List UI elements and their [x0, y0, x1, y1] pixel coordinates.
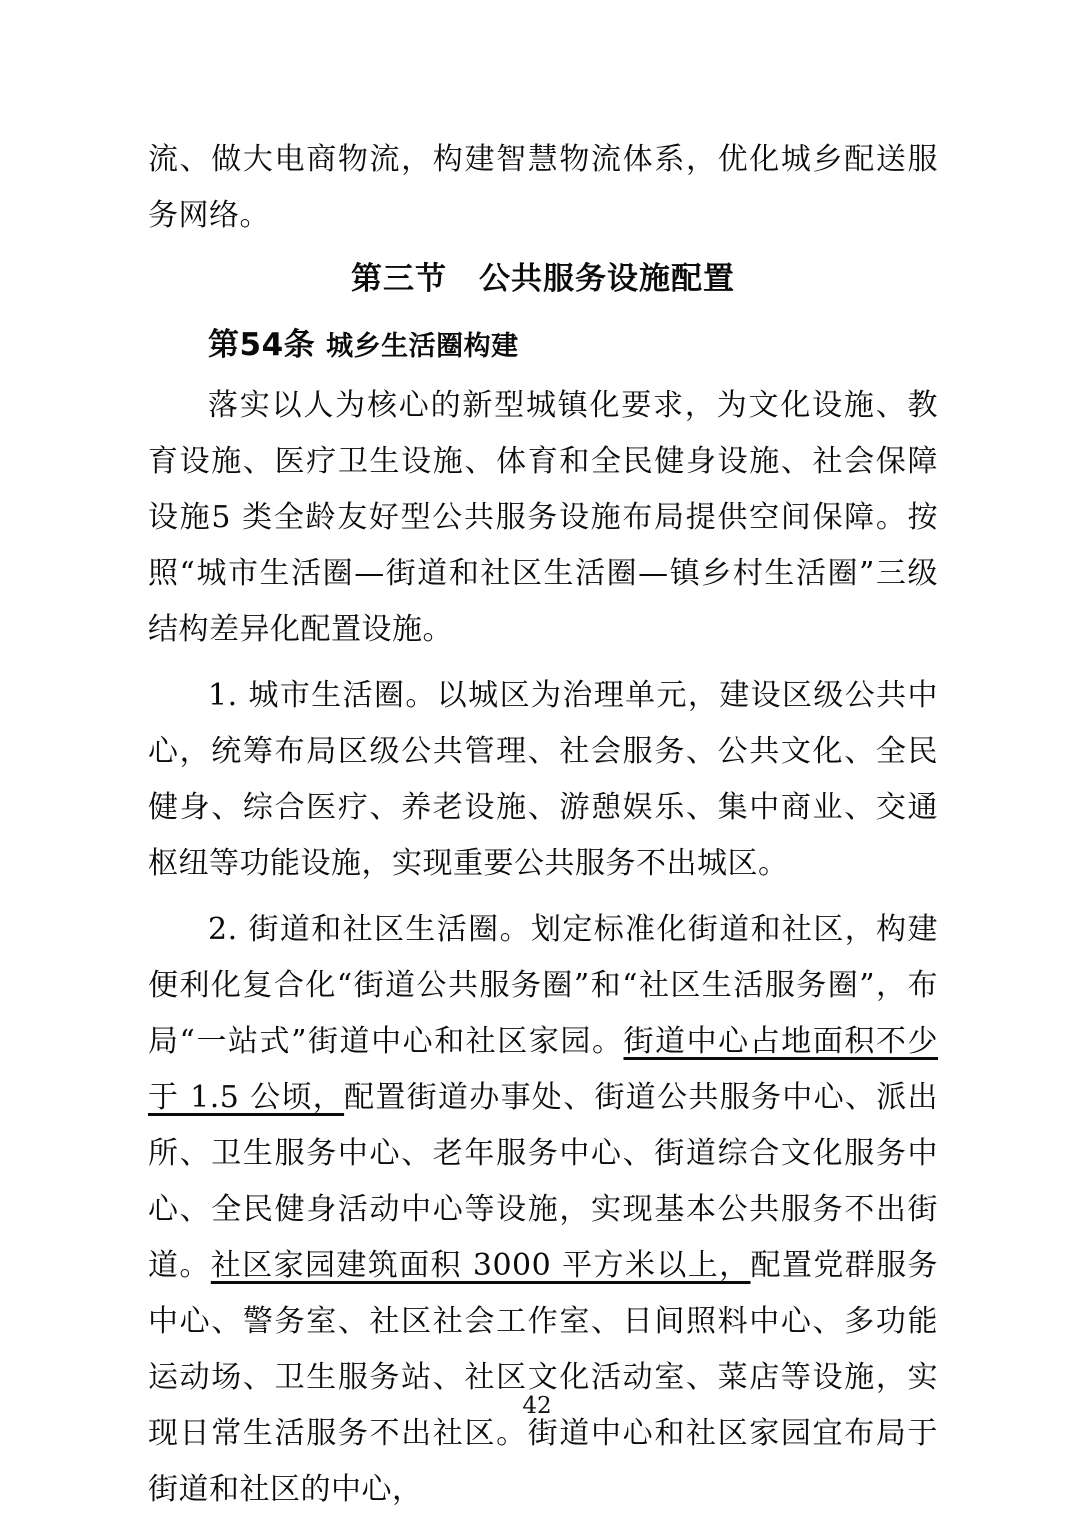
- paragraph-item-2: [148, 902, 938, 1518]
- paragraph-spacer: [148, 892, 938, 902]
- item2-underlined-text-2: 社区家园建筑面积 3000 平方米以上，: [210, 1248, 751, 1283]
- item2-text-part-3: 配置党群服务中心、警务室、社区社会工作室、日间照料中心、多功能运动场、卫生服务站、社区文化活动室、菜店等设施，实现日常生活服务不出社区。街道中心和社区家园宜布局于街道和社区的中心，: [148, 1248, 939, 1507]
- article-title: 城乡生活圈构建: [326, 331, 519, 362]
- page-content: [148, 132, 938, 1518]
- paragraph-intro: 落实以人为核心的新型城镇化要求，为文化设施、教育设施、医疗卫生设施、体育和全民健身设施、社会保障设施5 类全龄友好型公共服务设施布局提供空间保障。按照“城市生活圈—街道和社区生活圈—镇乡村生活圈”三级结构差异化配置设施。: [148, 388, 938, 647]
- article-heading: [148, 314, 938, 378]
- paragraph-spacer: [148, 658, 938, 668]
- paragraph-item-1: 1. 城市生活圈。以城区为治理单元，建设区级公共中心，统筹布局区级公共管理、社会服务、公共文化、全民健身、综合医疗、养老设施、游憩娱乐、集中商业、交通枢纽等功能设施，实现重要公共服务不出城区。: [148, 678, 938, 881]
- page-number: 42: [522, 1393, 552, 1419]
- item2-text-part-1: 2. 街道和社区生活圈。划定标准化街道和社区，构建便利化复合化“街道公共服务圈”和“社区生活服务圈”，布局“一站式”街道中心和社区家园。: [148, 912, 938, 1059]
- item2-underlined-text-1: 街道中心占地面积不少于 1.5 公顷，: [148, 1024, 938, 1115]
- item2-text-part-2: 配置街道办事处、街道公共服务中心、派出所、卫生服务中心、老年服务中心、街道综合文化服务中心、全民健身活动中心等设施，实现基本公共服务不出街道。: [148, 1080, 938, 1283]
- article-number: 第54条: [208, 327, 316, 363]
- paragraph-continued: 流、做大电商物流，构建智慧物流体系，优化城乡配送服务网络。: [148, 142, 938, 233]
- section-title: 第三节 公共服务设施配置: [351, 261, 735, 297]
